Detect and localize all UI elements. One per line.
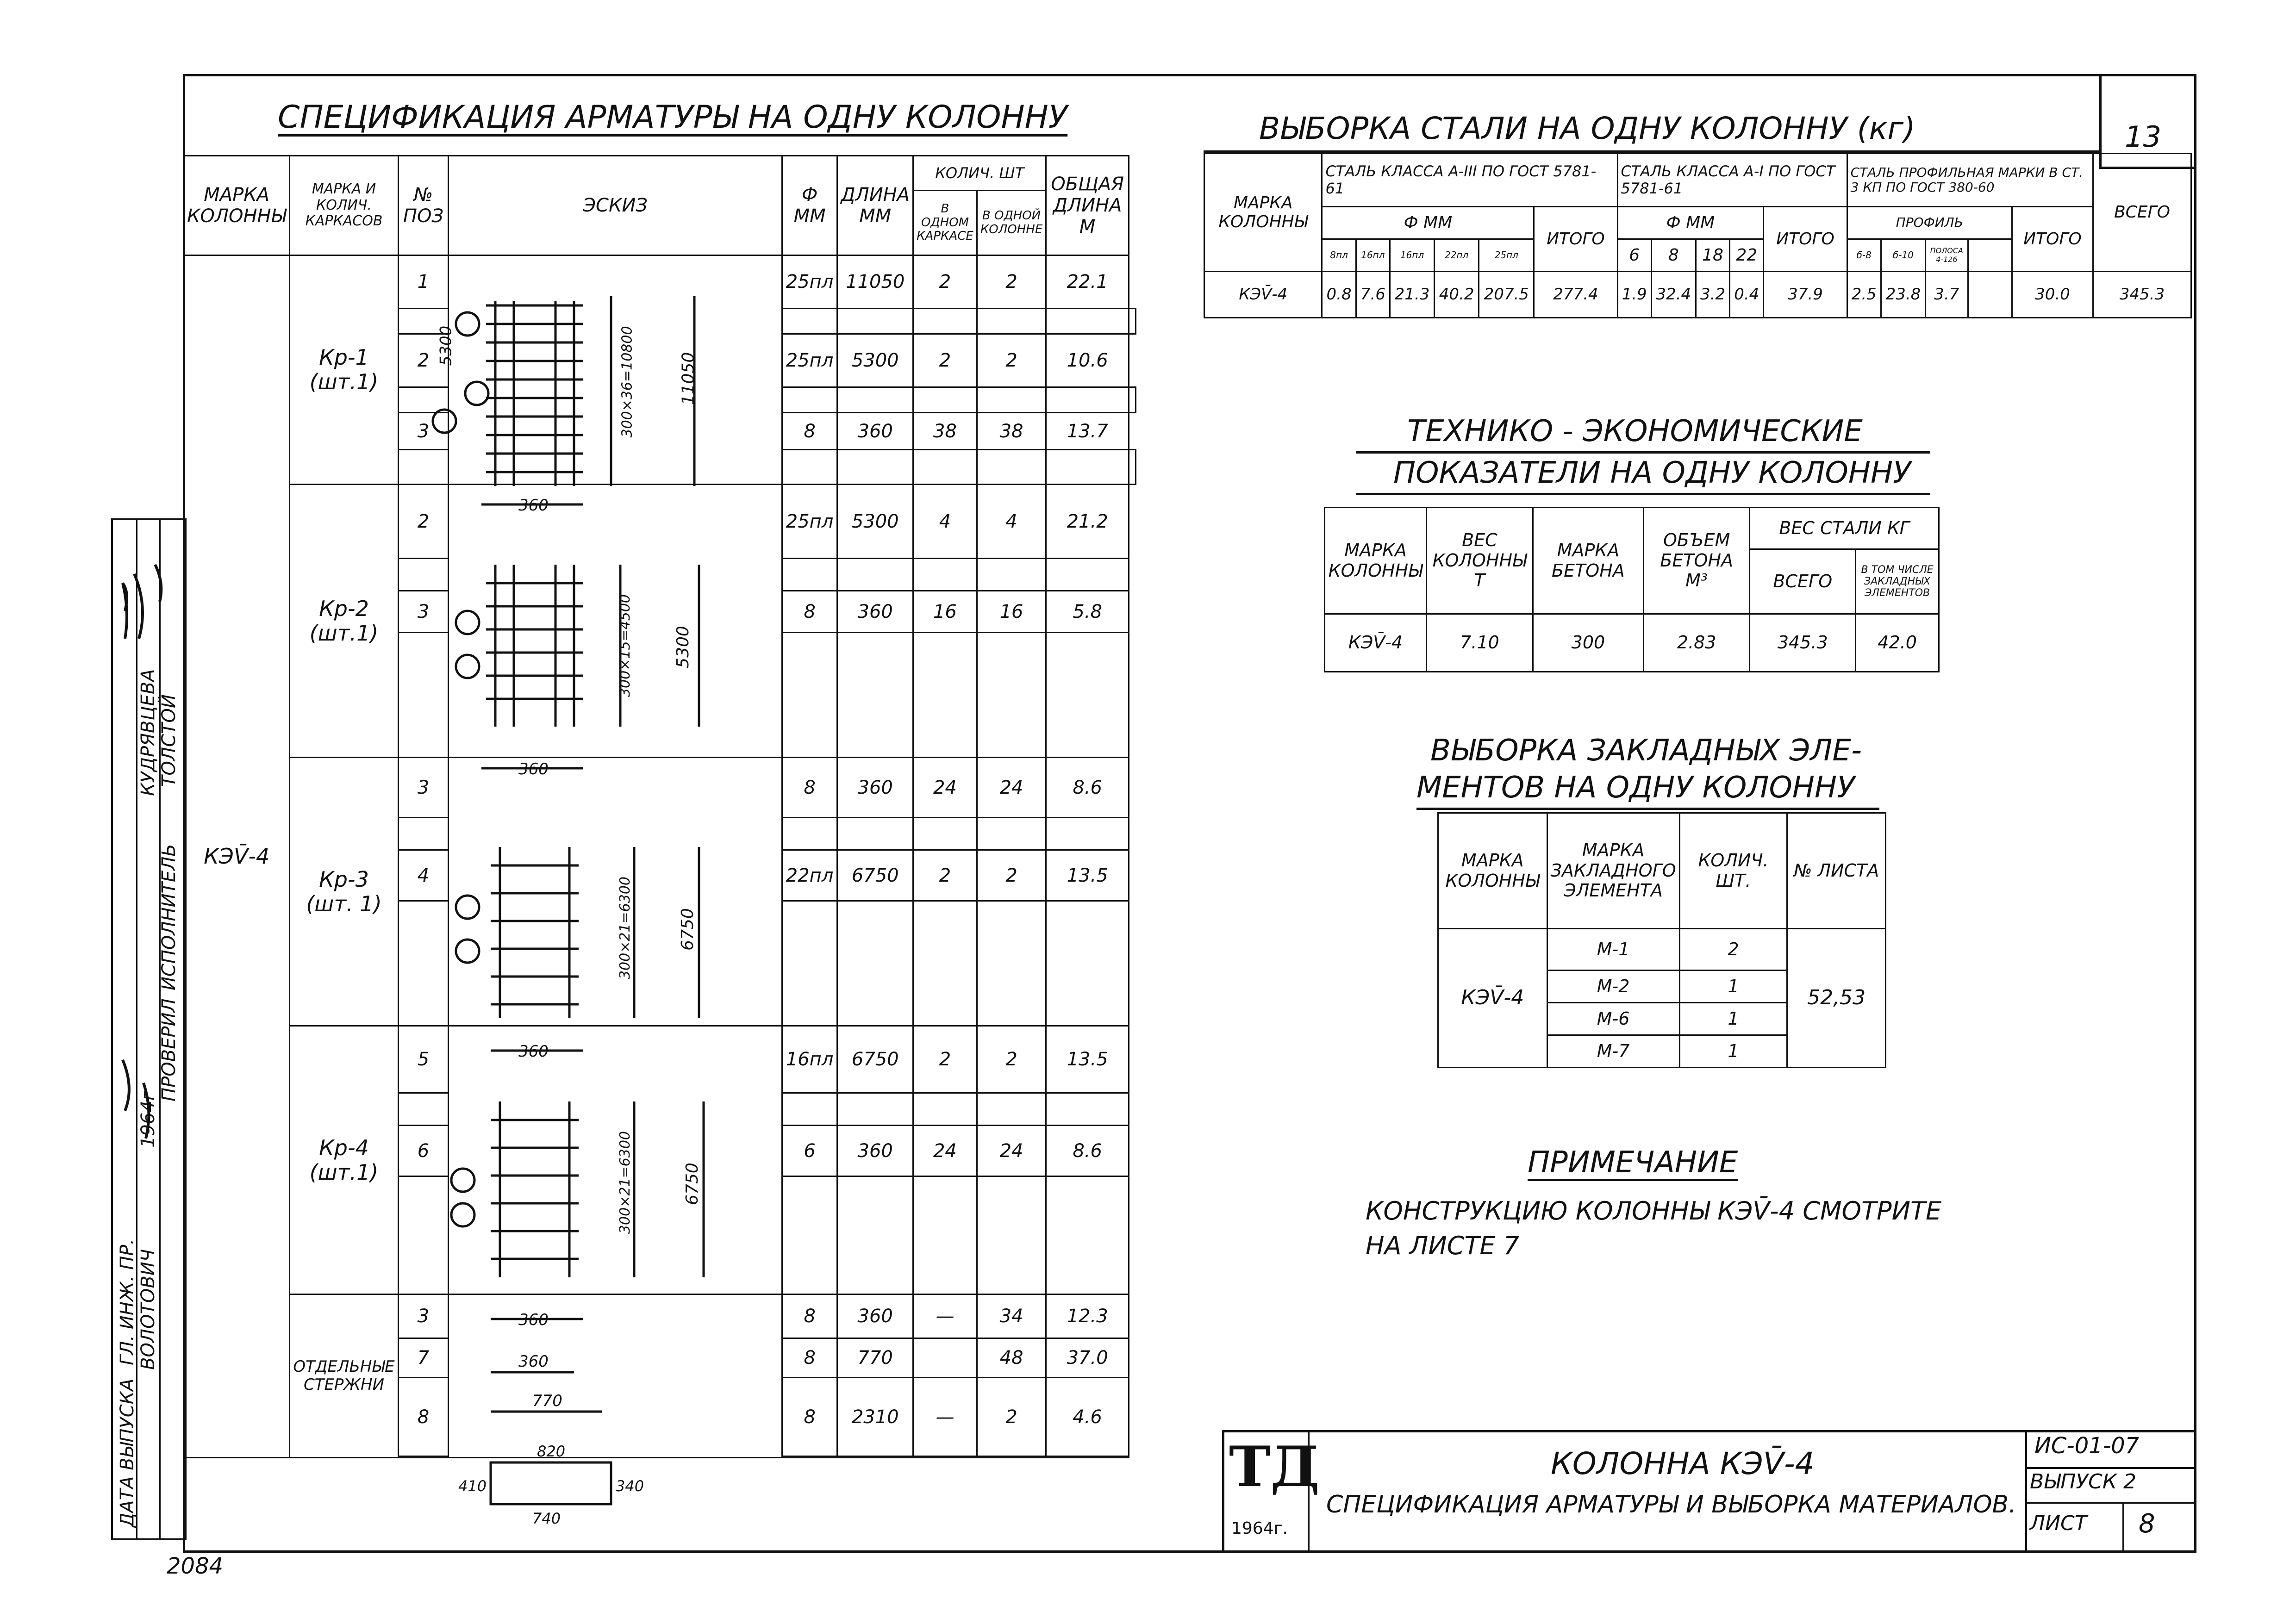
tech-h-steel: ВЕС СТАЛИ КГ (1750, 508, 1939, 549)
note-title: ПРИМЕЧАНИЕ (1528, 1145, 1738, 1180)
side-stamp-date: 1964г (137, 1091, 159, 1148)
steel-h-phi-a3: Ф ММ (1322, 207, 1534, 239)
table-row: 3 (398, 413, 449, 450)
table-row: 7 (398, 1338, 449, 1378)
spec-h-pos: № ПОЗ (398, 156, 449, 255)
table-row: 1 (398, 255, 449, 309)
steel-h-profile: ПРОФИЛЬ (1847, 207, 2012, 239)
logo: ТД (1229, 1434, 1320, 1500)
tech-title-underline-2 (1356, 493, 1930, 495)
tech-h-steel-emb: В ТОМ ЧИСЛЕ ЗАКЛАДНЫХ ЭЛЕМЕНТОВ (1856, 549, 1939, 614)
spec-group-kr4: Кр-4 (шт.1) (290, 1026, 398, 1294)
spec-table: МАРКА КОЛОННЫ МАРКА И КОЛИЧ. КАРКАСОВ № ПОЗ ЭСКИЗ Ф ММ ДЛИНА ММ КОЛИЧ. ШТ ОБЩАЯ ДЛИНА М В ОДНОМ КАРКАСЕ В ОДНОЙ КОЛОННЕ КЭV̄-4 Кр-1 (шт.1) 1 25пл 11050 2 2 22.1 2 25пл 5300 2 2 10.6 3 8 360 38 38 13.7 Кр-2 (шт.1) 2 25пл 5300 4 4 21.2 3 8 360 16 16 5.8 Кр-3 (шт. 1) 3 8 360 24 24 8.6 4 22пл 6750 2 2 13.5 Кр-4 (шт.1) 5 16пл 6750 2 2 13.5 6 6 360 24 24 8.6 ОТДЕЛЬНЫЕ СТЕРЖНИ 3 8 360 — 34 12.3 7 8 770 48 37.0 8 8 2310 — 2 4.6 (183, 155, 1136, 1458)
spec-group-kr2: Кр-2 (шт.1) (290, 485, 398, 758)
table-row: 8 (398, 1378, 449, 1456)
sk-k4-dim-b: 6750 (682, 1163, 702, 1205)
table-row: 5 (398, 1026, 449, 1093)
table-row: 4 (398, 850, 449, 901)
sk-k3-dim-w: 360 (518, 1042, 549, 1061)
emb-title-2: МЕНТОВ НА ОДНУ КОЛОННУ (1416, 771, 1855, 805)
spec-group-kr1: Кр-1 (шт.1) (290, 255, 398, 485)
side-stamp-name-2: КУДРЯВЦЕВА (137, 669, 159, 796)
stamp-issue: ВЫПУСК 2 (2030, 1470, 2137, 1493)
tech-h-marka: МАРКА КОЛОННЫ (1325, 508, 1427, 614)
sk-bar-340: 340 (616, 1477, 644, 1495)
steel-h-a3: СТАЛЬ КЛАССА А-III ПО ГОСТ 5781-61 (1322, 154, 1617, 207)
sk-bar-820: 820 (537, 1443, 566, 1460)
sk-k2-dim-b: 5300 (673, 626, 693, 668)
side-stamp-role-1: ГЛ. ИНЖ. ПР. (117, 1238, 138, 1365)
bottom-number: 2084 (167, 1553, 224, 1579)
side-stamp-role-4: ПРОВЕРИЛ (158, 998, 180, 1101)
table-row: 6 (398, 1126, 449, 1176)
steel-h-phi-a1: Ф ММ (1617, 207, 1764, 239)
note-line-1: КОНСТРУКЦИЮ КОЛОННЫ КЭV̄-4 СМОТРИТЕ (1366, 1196, 1942, 1226)
sk-bar-360: 360 (518, 1352, 549, 1371)
table-row: 3 (398, 758, 449, 818)
stamp-year: 1964г. (1231, 1519, 1288, 1538)
table-row: М-1 (1547, 929, 1679, 971)
page-number: 13 (2125, 120, 2161, 154)
spec-group-bars: ОТДЕЛЬНЫЕ СТЕРЖНИ (290, 1294, 398, 1458)
stamp-code: ИС-01-07 (2034, 1433, 2140, 1459)
steel-h-itogo-a3: ИТОГО (1534, 207, 1617, 272)
side-stamp-name-3: ТОЛСТОЙ (158, 694, 180, 787)
sk-k1-dim-w: 360 (518, 496, 549, 515)
sk-bar-770: 770 (532, 1392, 562, 1410)
spec-h-phi: Ф ММ (782, 156, 837, 255)
sk-k4-dim-a: 300×21=6300 (617, 1131, 634, 1234)
sketch-kr2-cell (449, 485, 782, 758)
tech-title-2: ПОКАЗАТЕЛИ НА ОДНУ КОЛОННУ (1393, 456, 1911, 490)
table-row: 3 (398, 1294, 449, 1338)
sk-k2-dim-a: 300×15=4500 (617, 594, 634, 697)
embedded-table: МАРКА КОЛОННЫ МАРКА ЗАКЛАДНОГО ЭЛЕМЕНТА КОЛИЧ. ШТ. № ЛИСТА КЭV̄-4 М-1 2 52,53 М-2 1 М-6 1 М-7 1 (1437, 812, 1886, 1068)
spec-h-sketch: ЭСКИЗ (449, 156, 782, 255)
stamp-title-2: СПЕЦИФИКАЦИЯ АРМАТУРЫ И ВЫБОРКА МАТЕРИАЛОВ. (1326, 1491, 2016, 1518)
table-row: 2 (398, 485, 449, 559)
table-row: КЭV̄-4 (1325, 614, 1427, 672)
steel-title: ВЫБОРКА СТАЛИ НА ОДНУ КОЛОННУ (кг) (1259, 111, 1915, 146)
side-stamp-name-1: ВОЛОТОВИЧ (137, 1249, 159, 1370)
stamp-sheet-label: ЛИСТ (2030, 1512, 2087, 1535)
side-stamp-role-2: ДАТА ВЫПУСКА (117, 1378, 138, 1527)
emb-title-1: ВЫБОРКА ЗАКЛАДНЫХ ЭЛЕ- (1430, 734, 1862, 768)
sk-k1-dim-b: 300×36=10800 (619, 326, 636, 438)
emb-marka: КЭV̄-4 (1438, 929, 1547, 1068)
sk-k2-dim-w: 360 (518, 760, 549, 778)
sk-k3-dim-b: 6750 (678, 908, 697, 951)
sk-bar-410: 410 (458, 1477, 487, 1495)
side-stamp-role-3: ИСПОЛНИТЕЛЬ (158, 844, 180, 990)
sk-bar-740: 740 (532, 1510, 561, 1527)
sk-k3-dim-a: 300×21=6300 (617, 876, 634, 980)
tech-table: МАРКА КОЛОННЫ ВЕС КОЛОННЫ Т МАРКА БЕТОНА ОБЪЕМ БЕТОНА М³ ВЕС СТАЛИ КГ ВСЕГО В ТОМ ЧИСЛЕ ЗАКЛАДНЫХ ЭЛЕМЕНТОВ КЭV̄-4 7.10 300 2.83 345.3 42.0 (1324, 507, 1940, 672)
stamp-title-1: КОЛОННА КЭV̄-4 (1551, 1446, 1815, 1481)
spec-h-qty: КОЛИЧ. ШТ (913, 156, 1046, 191)
tech-h-volume: ОБЪЕМ БЕТОНА М³ (1644, 508, 1750, 614)
steel-h-itogo-prof: ИТОГО (2012, 207, 2093, 272)
sketch-kr4-cell (449, 1026, 782, 1294)
table-row: 2 (398, 334, 449, 387)
table-row: КЭV̄-4 (1204, 272, 1322, 318)
emb-h-marka: МАРКА КОЛОННЫ (1438, 813, 1547, 929)
sketch-kr1-cell (449, 255, 782, 485)
spec-h-length: ДЛИНА ММ (837, 156, 913, 255)
spec-group-kr3: Кр-3 (шт. 1) (290, 758, 398, 1026)
spec-h-qty-karkas: В ОДНОМ КАРКАСЕ (913, 191, 977, 255)
emb-h-element: МАРКА ЗАКЛАДНОГО ЭЛЕМЕНТА (1547, 813, 1679, 929)
spec-h-karkas: МАРКА И КОЛИЧ. КАРКАСОВ (290, 156, 398, 255)
spec-h-qty-col: В ОДНОЙ КОЛОННЕ (977, 191, 1046, 255)
emb-title-underline (1416, 808, 1879, 810)
emb-sheet: 52,53 (1787, 929, 1886, 1068)
steel-h-a1: СТАЛЬ КЛАССА А-I ПО ГОСТ 5781-61 (1617, 154, 1847, 207)
stamp-sheet-no: 8 (2139, 1509, 2155, 1539)
note-line-2: НА ЛИСТЕ 7 (1366, 1231, 1520, 1260)
sk-k1-dim-c: 11050 (679, 352, 698, 405)
emb-h-qty: КОЛИЧ. ШТ. (1679, 813, 1787, 929)
tech-h-steel-total: ВСЕГО (1750, 549, 1856, 614)
table-row: М-2 (1547, 971, 1679, 1003)
tech-title-underline-1 (1356, 451, 1930, 454)
table-row: 3 (398, 591, 449, 633)
spec-column-mark: КЭV̄-4 (184, 255, 290, 1458)
table-row: М-7 (1547, 1035, 1679, 1068)
tech-title-1: ТЕХНИКО - ЭКОНОМИЧЕСКИЕ (1407, 414, 1863, 448)
steel-h-marka: МАРКА КОЛОННЫ (1204, 154, 1322, 272)
tech-h-beton: МАРКА БЕТОНА (1533, 508, 1643, 614)
spec-h-total: ОБЩАЯ ДЛИНА М (1046, 156, 1129, 255)
spec-title: СПЕЦИФИКАЦИЯ АРМАТУРЫ НА ОДНУ КОЛОННУ (278, 99, 1068, 136)
steel-h-itogo-a1: ИТОГО (1764, 207, 1847, 272)
steel-h-vsego: ВСЕГО (2093, 154, 2191, 272)
steel-h-prof: СТАЛЬ ПРОФИЛЬНАЯ МАРКИ В СТ. 3 КП ПО ГОСТ 380-60 (1847, 154, 2093, 207)
tech-h-weight: ВЕС КОЛОННЫ Т (1426, 508, 1533, 614)
table-row: М-6 (1547, 1003, 1679, 1035)
sketch-kr3-cell (449, 758, 782, 1026)
spec-h-marka: МАРКА КОЛОННЫ (184, 156, 290, 255)
sk-k1-dim-a: 5300 (437, 325, 455, 366)
steel-table: МАРКА КОЛОННЫ СТАЛЬ КЛАССА А-III ПО ГОСТ 5781-61 СТАЛЬ КЛАССА А-I ПО ГОСТ 5781-61 СТАЛЬ ПРОФИЛЬНАЯ МАРКИ В СТ. 3 КП ПО ГОСТ 380-60 ВСЕГО Ф ММ ИТОГО Ф ММ ИТОГО ПРОФИЛЬ ИТОГО 8пл 16пл 16пл 22пл 25пл 6 8 18 22 б-8 б-10 ПОЛОСА 4-126 КЭV̄-4 0.8 7.6 21.3 40.2 207.5 277.4 1.9 32.4 3.2 0.4 37.9 2.5 23.8 3.7 30.0 345.3 (1204, 153, 2192, 318)
sketch-bars-cell (449, 1294, 782, 1458)
sk-k4-dim-w: 360 (518, 1311, 549, 1329)
emb-h-sheet: № ЛИСТА (1787, 813, 1886, 929)
